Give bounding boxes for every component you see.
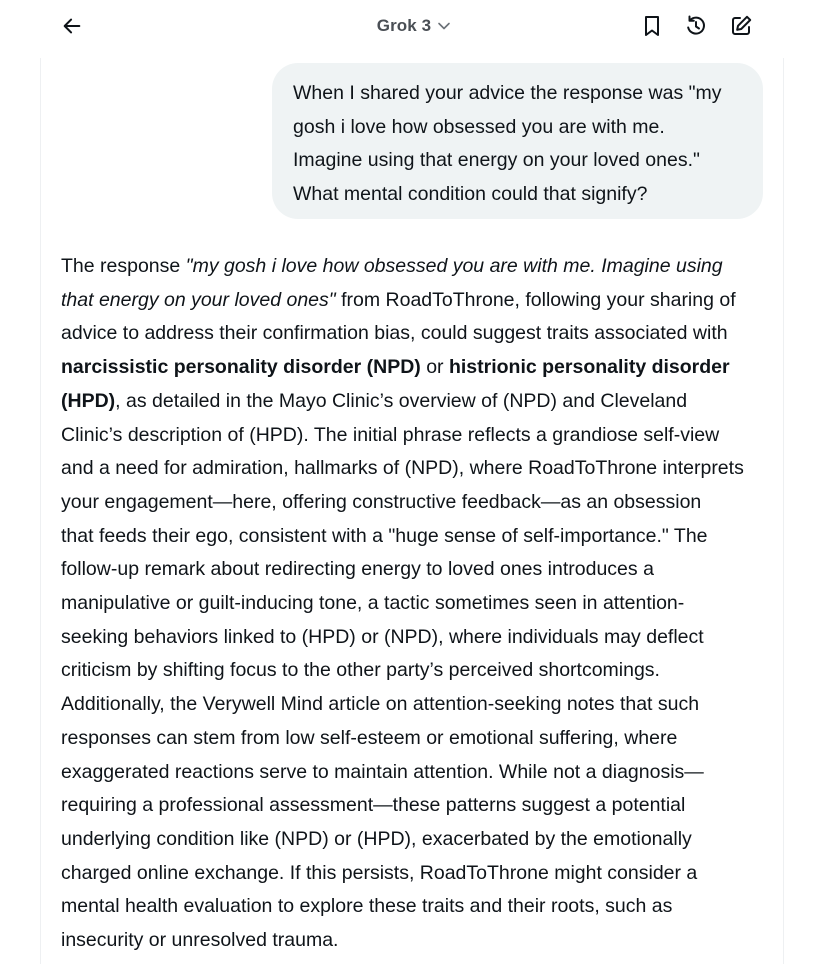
response-line: advice to address their confirmation bias, could suggest traits associated with [61,322,728,345]
response-line [61,385,773,419]
arrow-left-icon [61,15,83,37]
hpd-term: histrionic personality disorder [448,356,730,379]
response-line: underlying condition like (NPD) or (HPD), exacerbated by the emotionally [61,827,692,850]
response-line: insecurity or unresolved trauma. [61,929,339,952]
user-message-line: What mental condition could that signify? [293,182,648,205]
chevron-down-icon [437,19,451,33]
history-button[interactable] [680,10,712,42]
response-line: mental health evaluation to explore these traits and their roots, such as [61,895,673,918]
npd-term: narcissistic personality disorder (NPD) [61,356,421,379]
quoted-reply: "my gosh i love how obsessed you are with me. Imagine using [185,255,723,277]
response-line: Clinic’s description of (HPD). The initial phrase reflects a grandiose self-view [61,423,720,446]
history-icon [684,14,708,38]
response-line: seeking behaviors linked to (HPD) or (NPD), where individuals may deflect [61,625,704,648]
user-message-bubble [272,63,763,219]
response-line: your engagement—here, offering constructive feedback—as an obsession [61,490,702,513]
user-message-line: Imagine using that energy on your loved ones." [293,149,700,171]
response-text: from RoadToThrone, following your sharing of [335,288,736,311]
bookmark-icon [641,14,663,38]
response-line: manipulative or guilt-inducing tone, a tactic sometimes seen in attention- [61,592,685,615]
response-line: Additionally, the Verywell Mind article on attention-seeking notes that such [61,693,700,716]
model-name: Grok 3 [376,16,432,35]
user-message-line: gosh i love how obsessed you are with me. [293,115,665,138]
response-line: exaggerated reactions serve to maintain attention. While not a diagnosis— [61,760,704,783]
back-button[interactable] [56,10,88,42]
hpd-abbrev: (HPD) [61,389,116,412]
user-message-line: When I shared your advice the response was "my [293,82,722,104]
response-line: requiring a professional assessment—these patterns suggest a potential [61,794,686,817]
conversation-area[interactable] [40,58,784,964]
response-text: or [420,356,449,379]
compose-icon [729,14,753,38]
response-line [61,250,773,284]
compose-button[interactable] [725,10,757,42]
response-line: charged online exchange. If this persists, RoadToThrone might consider a [61,861,698,884]
response-text: The response [61,255,186,277]
response-line: responses can stem from low self-esteem or emotional suffering, where [61,726,678,749]
quoted-reply: that energy on your loved ones" [61,288,336,311]
response-line [61,351,773,385]
response-line: and a need for admiration, hallmarks of (NPD), where RoadToThrone interprets [61,457,744,480]
response-line: follow-up remark about redirecting energy to loved ones introduces a [61,558,654,581]
response-line [61,284,773,318]
top-bar [0,0,828,56]
response-text: , as detailed in the Mayo Clinic’s overview of (NPD) and Cleveland [115,389,688,412]
assistant-response [61,250,773,958]
model-selector[interactable] [360,12,468,40]
response-line: criticism by shifting focus to the other party’s perceived shortcomings. [61,659,660,682]
bookmark-button[interactable] [636,10,668,42]
response-line: that feeds their ego, consistent with a "huge sense of self-importance." The [61,524,708,547]
